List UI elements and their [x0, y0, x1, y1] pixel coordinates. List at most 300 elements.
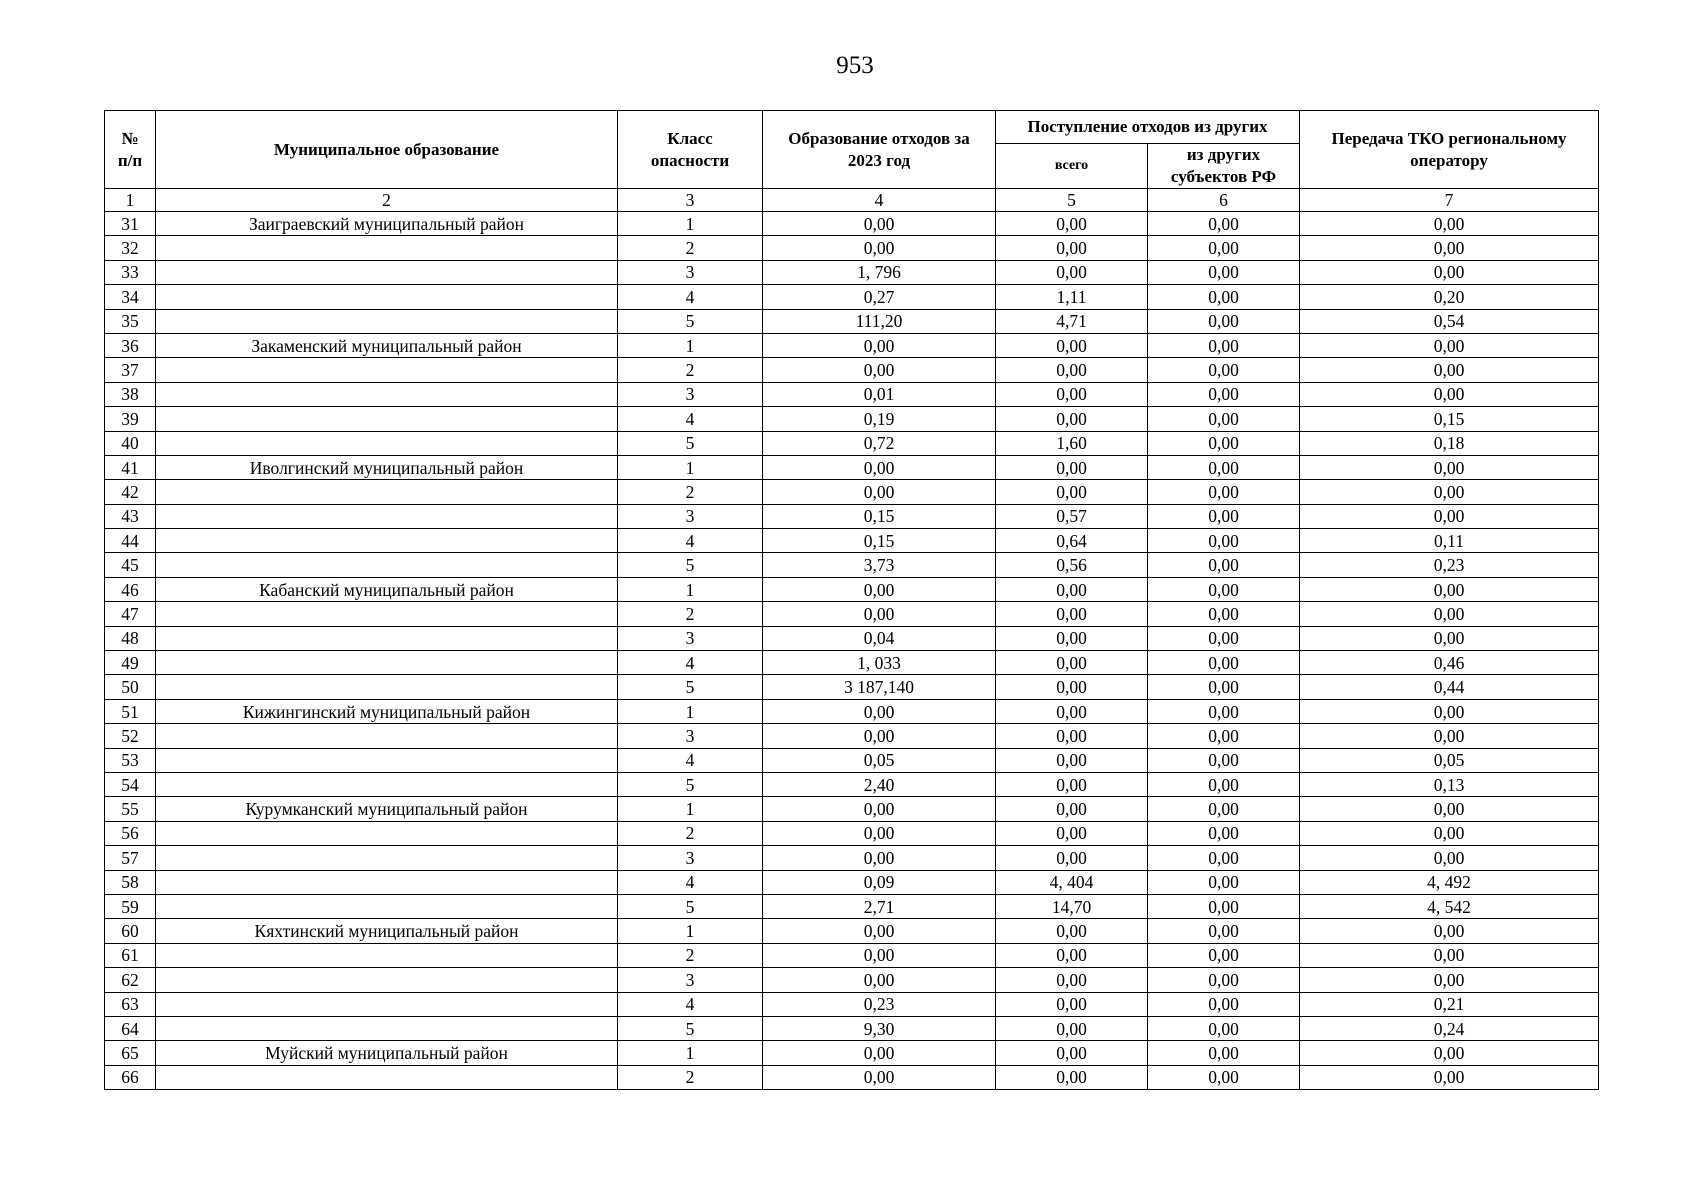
- cell-hazard-class: 3: [618, 504, 763, 528]
- cell-row-number: 56: [105, 821, 156, 845]
- table-row: [105, 577, 1599, 601]
- cell-row-number: 57: [105, 846, 156, 870]
- cell-intake-total: 0,00: [996, 651, 1148, 675]
- cell-hazard-class: 1: [618, 577, 763, 601]
- cell-hazard-class: 4: [618, 407, 763, 431]
- cell-row-number: 61: [105, 943, 156, 967]
- cell-intake-total: 4, 404: [996, 870, 1148, 894]
- cell-hazard-class: 1: [618, 919, 763, 943]
- cell-row-number: 51: [105, 699, 156, 723]
- cell-hazard-class: 2: [618, 602, 763, 626]
- cell-municipality: [156, 236, 618, 260]
- column-number: 3: [618, 189, 763, 212]
- cell-intake-other: 0,00: [1148, 821, 1300, 845]
- page-number: 953: [836, 52, 874, 79]
- cell-municipality: [156, 358, 618, 382]
- cell-row-number: 37: [105, 358, 156, 382]
- cell-transfer: 0,18: [1300, 431, 1599, 455]
- cell-municipality: [156, 1065, 618, 1089]
- cell-transfer: 0,44: [1300, 675, 1599, 699]
- cell-row-number: 31: [105, 212, 156, 236]
- cell-intake-other: 0,00: [1148, 382, 1300, 406]
- cell-transfer: 0,00: [1300, 577, 1599, 601]
- cell-hazard-class: 5: [618, 1016, 763, 1040]
- cell-municipality: [156, 772, 618, 796]
- cell-municipality: [156, 382, 618, 406]
- cell-hazard-class: 1: [618, 699, 763, 723]
- cell-intake-total: 0,00: [996, 455, 1148, 479]
- cell-municipality: [156, 943, 618, 967]
- header-transfer-line2: оператору: [1410, 150, 1488, 170]
- cell-transfer: 0,21: [1300, 992, 1599, 1016]
- cell-municipality: [156, 846, 618, 870]
- cell-intake-total: 0,00: [996, 260, 1148, 284]
- cell-hazard-class: 1: [618, 212, 763, 236]
- cell-row-number: 49: [105, 651, 156, 675]
- table-row: [105, 358, 1599, 382]
- cell-row-number: 59: [105, 894, 156, 918]
- cell-transfer: 0,54: [1300, 309, 1599, 333]
- cell-intake-other: 0,00: [1148, 309, 1300, 333]
- cell-municipality: [156, 968, 618, 992]
- column-number: 5: [996, 189, 1148, 212]
- cell-row-number: 66: [105, 1065, 156, 1089]
- cell-transfer: 0,00: [1300, 382, 1599, 406]
- cell-municipality: [156, 724, 618, 748]
- cell-generation: 0,05: [763, 748, 996, 772]
- cell-row-number: 38: [105, 382, 156, 406]
- cell-transfer: 0,00: [1300, 1041, 1599, 1065]
- cell-intake-total: 0,00: [996, 846, 1148, 870]
- cell-intake-other: 0,00: [1148, 772, 1300, 796]
- table-row: [105, 455, 1599, 479]
- cell-row-number: 33: [105, 260, 156, 284]
- cell-generation: 0,19: [763, 407, 996, 431]
- cell-generation: 0,00: [763, 846, 996, 870]
- cell-hazard-class: 5: [618, 772, 763, 796]
- column-number-row: [105, 189, 1599, 212]
- cell-generation: 0,00: [763, 797, 996, 821]
- cell-intake-other: 0,00: [1148, 675, 1300, 699]
- cell-hazard-class: 2: [618, 236, 763, 260]
- cell-intake-total: 4,71: [996, 309, 1148, 333]
- cell-hazard-class: 1: [618, 333, 763, 357]
- table-row: [105, 894, 1599, 918]
- cell-intake-total: 0,00: [996, 602, 1148, 626]
- cell-generation: 9,30: [763, 1016, 996, 1040]
- cell-intake-other: 0,00: [1148, 968, 1300, 992]
- cell-intake-total: 0,00: [996, 626, 1148, 650]
- cell-municipality: [156, 407, 618, 431]
- table-row: [105, 699, 1599, 723]
- cell-transfer: 0,00: [1300, 455, 1599, 479]
- cell-row-number: 50: [105, 675, 156, 699]
- cell-transfer: 0,05: [1300, 748, 1599, 772]
- cell-generation: 0,00: [763, 943, 996, 967]
- table-row: [105, 382, 1599, 406]
- table-row: [105, 309, 1599, 333]
- cell-transfer: 0,00: [1300, 504, 1599, 528]
- cell-intake-total: 0,00: [996, 748, 1148, 772]
- cell-intake-total: 0,00: [996, 772, 1148, 796]
- header-hazard-class-line1: Класс: [667, 128, 713, 148]
- cell-intake-total: 0,00: [996, 212, 1148, 236]
- cell-intake-other: 0,00: [1148, 577, 1300, 601]
- cell-municipality: [156, 431, 618, 455]
- table-row: [105, 1041, 1599, 1065]
- cell-intake-total: 0,00: [996, 382, 1148, 406]
- cell-hazard-class: 5: [618, 894, 763, 918]
- cell-transfer: 0,46: [1300, 651, 1599, 675]
- header-generation-line2: 2023 год: [847, 150, 911, 170]
- column-number: 6: [1148, 189, 1300, 212]
- table-row: [105, 675, 1599, 699]
- header-hazard-class-line2: опасности: [650, 150, 730, 170]
- cell-intake-other: 0,00: [1148, 699, 1300, 723]
- cell-transfer: 0,00: [1300, 626, 1599, 650]
- header-num-line1: №: [121, 128, 139, 148]
- cell-intake-other: 0,00: [1148, 748, 1300, 772]
- table-row: [105, 626, 1599, 650]
- cell-intake-total: 0,00: [996, 236, 1148, 260]
- cell-row-number: 58: [105, 870, 156, 894]
- cell-generation: 2,40: [763, 772, 996, 796]
- table-row: [105, 870, 1599, 894]
- table-row: [105, 333, 1599, 357]
- cell-generation: 0,09: [763, 870, 996, 894]
- cell-row-number: 36: [105, 333, 156, 357]
- cell-generation: 0,15: [763, 529, 996, 553]
- table-row: [105, 504, 1599, 528]
- cell-hazard-class: 2: [618, 943, 763, 967]
- cell-hazard-class: 2: [618, 1065, 763, 1089]
- cell-municipality: [156, 480, 618, 504]
- cell-hazard-class: 5: [618, 675, 763, 699]
- waste-table: [104, 110, 1599, 1090]
- cell-intake-other: 0,00: [1148, 919, 1300, 943]
- cell-row-number: 52: [105, 724, 156, 748]
- cell-transfer: 0,00: [1300, 260, 1599, 284]
- cell-generation: 0,00: [763, 480, 996, 504]
- cell-intake-total: 0,00: [996, 480, 1148, 504]
- cell-hazard-class: 2: [618, 480, 763, 504]
- cell-municipality: Кяхтинский муниципальный район: [156, 919, 618, 943]
- cell-intake-other: 0,00: [1148, 651, 1300, 675]
- cell-intake-total: 0,00: [996, 1041, 1148, 1065]
- cell-municipality: [156, 260, 618, 284]
- cell-generation: 2,71: [763, 894, 996, 918]
- cell-hazard-class: 4: [618, 870, 763, 894]
- cell-generation: 3,73: [763, 553, 996, 577]
- cell-intake-other: 0,00: [1148, 431, 1300, 455]
- cell-row-number: 43: [105, 504, 156, 528]
- cell-intake-total: 0,57: [996, 504, 1148, 528]
- cell-intake-other: 0,00: [1148, 894, 1300, 918]
- cell-municipality: Заиграевский муниципальный район: [156, 212, 618, 236]
- cell-generation: 111,20: [763, 309, 996, 333]
- cell-generation: 0,00: [763, 358, 996, 382]
- cell-intake-other: 0,00: [1148, 1041, 1300, 1065]
- cell-generation: 0,01: [763, 382, 996, 406]
- cell-transfer: 0,00: [1300, 1065, 1599, 1089]
- table-row: [105, 407, 1599, 431]
- cell-transfer: 0,00: [1300, 968, 1599, 992]
- cell-intake-total: 0,00: [996, 919, 1148, 943]
- cell-transfer: 0,24: [1300, 1016, 1599, 1040]
- cell-transfer: 0,00: [1300, 724, 1599, 748]
- cell-row-number: 55: [105, 797, 156, 821]
- cell-intake-other: 0,00: [1148, 333, 1300, 357]
- cell-row-number: 47: [105, 602, 156, 626]
- cell-generation: 0,23: [763, 992, 996, 1016]
- cell-intake-other: 0,00: [1148, 236, 1300, 260]
- cell-hazard-class: 2: [618, 358, 763, 382]
- header-transfer: [1300, 111, 1599, 189]
- cell-transfer: 0,20: [1300, 285, 1599, 309]
- cell-row-number: 64: [105, 1016, 156, 1040]
- table-row: [105, 480, 1599, 504]
- table-row: [105, 1016, 1599, 1040]
- cell-generation: 0,00: [763, 724, 996, 748]
- table-row: [105, 748, 1599, 772]
- cell-intake-total: 0,00: [996, 333, 1148, 357]
- cell-row-number: 62: [105, 968, 156, 992]
- cell-hazard-class: 3: [618, 968, 763, 992]
- cell-transfer: 4, 492: [1300, 870, 1599, 894]
- cell-transfer: 0,00: [1300, 943, 1599, 967]
- cell-transfer: 0,11: [1300, 529, 1599, 553]
- cell-transfer: 0,00: [1300, 480, 1599, 504]
- cell-row-number: 63: [105, 992, 156, 1016]
- header-intake-other-line2: субъектов РФ: [1170, 167, 1277, 186]
- cell-municipality: [156, 626, 618, 650]
- table-row: [105, 797, 1599, 821]
- cell-generation: 0,00: [763, 212, 996, 236]
- cell-hazard-class: 1: [618, 455, 763, 479]
- cell-row-number: 54: [105, 772, 156, 796]
- cell-generation: 1, 796: [763, 260, 996, 284]
- cell-transfer: 0,00: [1300, 846, 1599, 870]
- cell-intake-other: 0,00: [1148, 553, 1300, 577]
- cell-intake-total: 0,00: [996, 1016, 1148, 1040]
- cell-generation: 0,00: [763, 577, 996, 601]
- cell-intake-total: 0,00: [996, 943, 1148, 967]
- cell-municipality: Курумканский муниципальный район: [156, 797, 618, 821]
- cell-row-number: 40: [105, 431, 156, 455]
- cell-hazard-class: 3: [618, 260, 763, 284]
- cell-intake-total: 0,00: [996, 821, 1148, 845]
- cell-municipality: Закаменский муниципальный район: [156, 333, 618, 357]
- table-row: [105, 236, 1599, 260]
- cell-row-number: 46: [105, 577, 156, 601]
- cell-municipality: [156, 1016, 618, 1040]
- cell-generation: 0,00: [763, 236, 996, 260]
- table-row: [105, 553, 1599, 577]
- cell-intake-other: 0,00: [1148, 797, 1300, 821]
- cell-transfer: 0,00: [1300, 821, 1599, 845]
- cell-transfer: 0,00: [1300, 212, 1599, 236]
- cell-municipality: [156, 748, 618, 772]
- cell-generation: 0,00: [763, 602, 996, 626]
- cell-municipality: Кижингинский муниципальный район: [156, 699, 618, 723]
- cell-intake-total: 0,00: [996, 797, 1148, 821]
- cell-intake-other: 0,00: [1148, 602, 1300, 626]
- cell-municipality: Кабанский муниципальный район: [156, 577, 618, 601]
- column-number: 1: [105, 189, 156, 212]
- cell-intake-other: 0,00: [1148, 455, 1300, 479]
- cell-hazard-class: 3: [618, 382, 763, 406]
- cell-row-number: 39: [105, 407, 156, 431]
- cell-row-number: 41: [105, 455, 156, 479]
- cell-generation: 0,15: [763, 504, 996, 528]
- cell-generation: 0,00: [763, 333, 996, 357]
- cell-transfer: 0,23: [1300, 553, 1599, 577]
- table-row: [105, 821, 1599, 845]
- cell-hazard-class: 4: [618, 748, 763, 772]
- cell-hazard-class: 4: [618, 992, 763, 1016]
- cell-transfer: 4, 542: [1300, 894, 1599, 918]
- cell-row-number: 44: [105, 529, 156, 553]
- cell-municipality: [156, 894, 618, 918]
- cell-intake-total: 0,00: [996, 724, 1148, 748]
- cell-municipality: [156, 602, 618, 626]
- cell-generation: 0,72: [763, 431, 996, 455]
- cell-row-number: 34: [105, 285, 156, 309]
- cell-hazard-class: 1: [618, 797, 763, 821]
- cell-generation: 0,00: [763, 821, 996, 845]
- table-row: [105, 212, 1599, 236]
- cell-municipality: [156, 553, 618, 577]
- cell-generation: 0,00: [763, 699, 996, 723]
- table-row: [105, 992, 1599, 1016]
- cell-intake-total: 0,00: [996, 699, 1148, 723]
- cell-row-number: 53: [105, 748, 156, 772]
- table-row: [105, 968, 1599, 992]
- cell-hazard-class: 4: [618, 529, 763, 553]
- header-intake-total: всего: [996, 144, 1148, 189]
- cell-row-number: 60: [105, 919, 156, 943]
- table-row: [105, 1065, 1599, 1089]
- cell-row-number: 35: [105, 309, 156, 333]
- header-transfer-line1: Передача ТКО региональному: [1331, 128, 1567, 148]
- cell-row-number: 42: [105, 480, 156, 504]
- cell-hazard-class: 3: [618, 626, 763, 650]
- table-row: [105, 260, 1599, 284]
- cell-intake-other: 0,00: [1148, 626, 1300, 650]
- cell-intake-other: 0,00: [1148, 260, 1300, 284]
- cell-row-number: 65: [105, 1041, 156, 1065]
- cell-municipality: [156, 651, 618, 675]
- cell-intake-total: 0,00: [996, 992, 1148, 1016]
- cell-transfer: 0,00: [1300, 797, 1599, 821]
- cell-transfer: 0,00: [1300, 333, 1599, 357]
- cell-row-number: 32: [105, 236, 156, 260]
- cell-municipality: [156, 529, 618, 553]
- cell-municipality: [156, 285, 618, 309]
- header-generation-line1: Образование отходов за: [788, 128, 970, 148]
- cell-intake-total: 0,00: [996, 1065, 1148, 1089]
- cell-generation: 0,00: [763, 1041, 996, 1065]
- cell-generation: 0,00: [763, 1065, 996, 1089]
- cell-municipality: [156, 504, 618, 528]
- header-num-line2: п/п: [117, 150, 143, 170]
- cell-row-number: 45: [105, 553, 156, 577]
- table-header: [105, 111, 1599, 189]
- table-row: [105, 602, 1599, 626]
- cell-municipality: [156, 992, 618, 1016]
- header-hazard-class: [618, 111, 763, 189]
- cell-hazard-class: 2: [618, 821, 763, 845]
- cell-intake-total: 1,11: [996, 285, 1148, 309]
- header-generation: [763, 111, 996, 189]
- cell-hazard-class: 4: [618, 651, 763, 675]
- header-intake-group: Поступление отходов из других: [996, 111, 1300, 144]
- cell-intake-other: 0,00: [1148, 285, 1300, 309]
- column-number: 4: [763, 189, 996, 212]
- cell-intake-other: 0,00: [1148, 870, 1300, 894]
- cell-transfer: 0,00: [1300, 919, 1599, 943]
- cell-intake-total: 0,00: [996, 358, 1148, 382]
- cell-transfer: 0,00: [1300, 358, 1599, 382]
- header-intake-other-line1: из других: [1186, 145, 1261, 164]
- cell-intake-other: 0,00: [1148, 504, 1300, 528]
- table-row: [105, 943, 1599, 967]
- cell-intake-other: 0,00: [1148, 846, 1300, 870]
- cell-transfer: 0,00: [1300, 699, 1599, 723]
- table-row: [105, 846, 1599, 870]
- cell-intake-other: 0,00: [1148, 212, 1300, 236]
- cell-intake-other: 0,00: [1148, 943, 1300, 967]
- cell-generation: 0,27: [763, 285, 996, 309]
- header-intake-other-subjects: [1148, 144, 1300, 189]
- cell-generation: 0,00: [763, 968, 996, 992]
- column-number: 7: [1300, 189, 1599, 212]
- cell-municipality: [156, 309, 618, 333]
- table-row: [105, 772, 1599, 796]
- cell-transfer: 0,13: [1300, 772, 1599, 796]
- cell-intake-total: 0,00: [996, 675, 1148, 699]
- cell-intake-other: 0,00: [1148, 480, 1300, 504]
- cell-municipality: [156, 675, 618, 699]
- cell-transfer: 0,00: [1300, 236, 1599, 260]
- header-num: [105, 111, 156, 189]
- cell-intake-other: 0,00: [1148, 1016, 1300, 1040]
- cell-hazard-class: 1: [618, 1041, 763, 1065]
- cell-intake-total: 0,56: [996, 553, 1148, 577]
- cell-intake-other: 0,00: [1148, 358, 1300, 382]
- cell-hazard-class: 5: [618, 431, 763, 455]
- cell-municipality: Иволгинский муниципальный район: [156, 455, 618, 479]
- cell-municipality: [156, 821, 618, 845]
- cell-hazard-class: 3: [618, 724, 763, 748]
- cell-generation: 0,04: [763, 626, 996, 650]
- column-number: 2: [156, 189, 618, 212]
- table-row: [105, 724, 1599, 748]
- cell-transfer: 0,15: [1300, 407, 1599, 431]
- cell-hazard-class: 4: [618, 285, 763, 309]
- cell-generation: 0,00: [763, 919, 996, 943]
- cell-intake-total: 0,00: [996, 968, 1148, 992]
- table-body: [105, 189, 1599, 1090]
- table-row: [105, 285, 1599, 309]
- table-row: [105, 919, 1599, 943]
- cell-intake-total: 0,64: [996, 529, 1148, 553]
- table-row: [105, 529, 1599, 553]
- cell-generation: 1, 033: [763, 651, 996, 675]
- cell-intake-total: 14,70: [996, 894, 1148, 918]
- cell-transfer: 0,00: [1300, 602, 1599, 626]
- cell-intake-other: 0,00: [1148, 407, 1300, 431]
